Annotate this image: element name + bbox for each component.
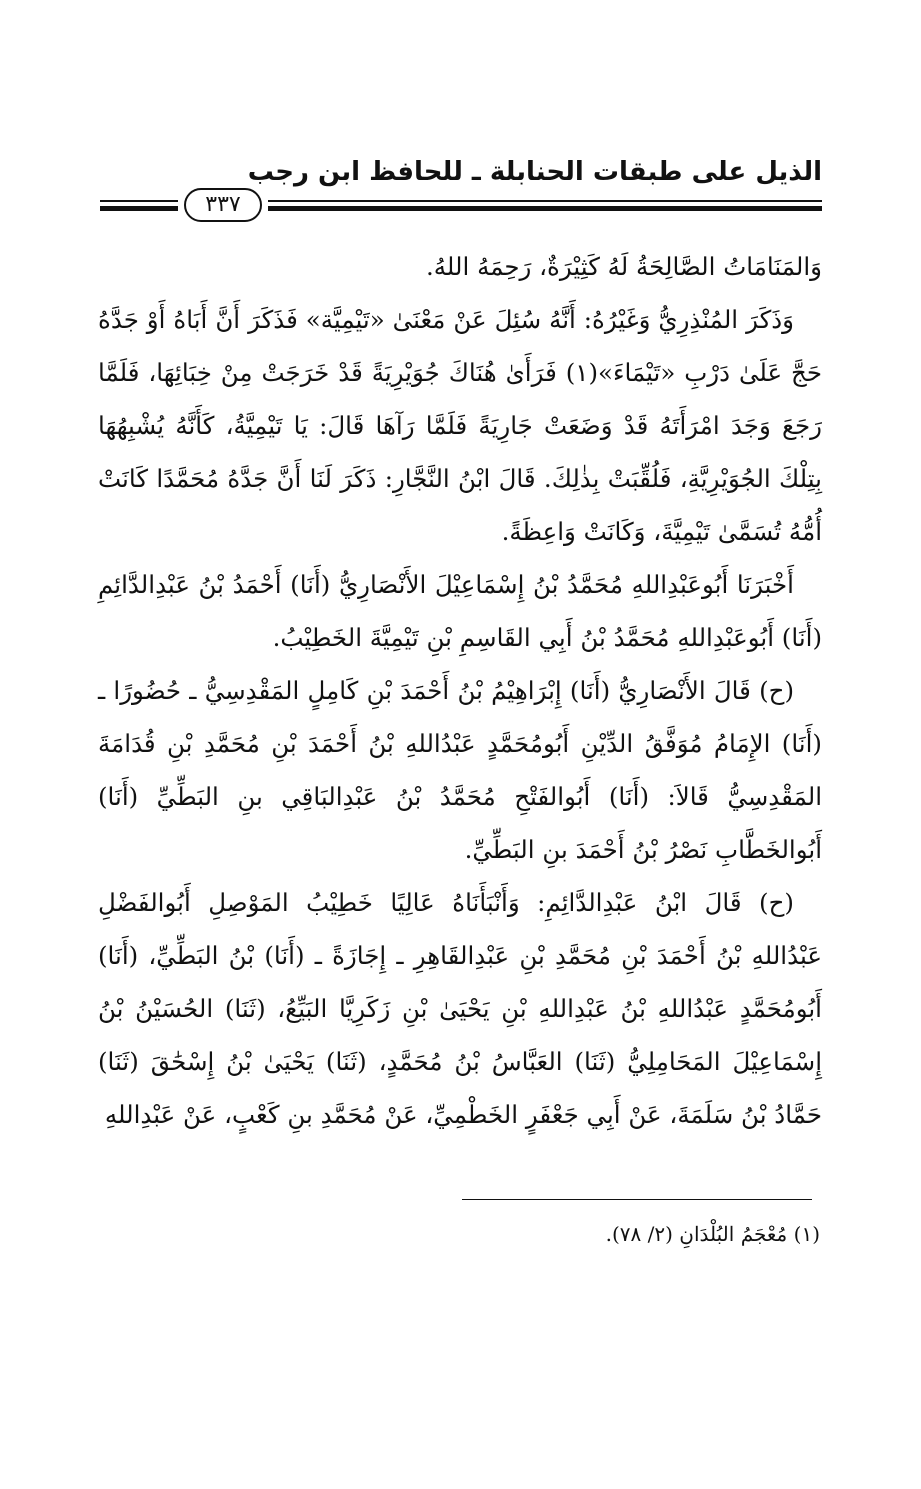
running-title: الذيل على طبقات الحنابلة ـ للحافظ ابن رجب <box>247 157 822 187</box>
header-rule-left <box>100 200 178 211</box>
paragraph-dreams: وَالمَنَامَاتُ الصَّالِحَةُ لَهُ كَثِيْرَةٌ، رَحِمَهُ اللهُ. <box>425 252 822 281</box>
paragraph-isnad-3: (ح) قَالَ ابْنُ عَبْدِالدَّائِمِ: وَأَنْبَأَنَاهُ عَالِيًا خَطِيْبُ المَوْصِلِ أَبُوالفَضْلِ عَبْدُاللهِ بْنُ أَحْمَدَ بْنِ مُحَمَّدِ بْنِ عَبْدِالقَاهِرِ ـ إِجَازَةً ـ (أَنَا) بْنُ البَطِّيِّ، (أَنَا) أَبُومُحَمَّدٍ عَبْدُاللهِ بْنُ عَبْدِاللهِ بْنِ يَحْيَىٰ بْنِ زَكَرِيَّا البَيِّعُ، (ثَنَا) الحُسَيْنُ بْنُ إِسْمَاعِيْلَ المَحَامِلِيُّ (ثَنَا) العَبَّاسُ بْنُ مُحَمَّدٍ، (ثَنَا) يَحْيَىٰ بْنُ إِسْحَٰقَ (ثَنَا) حَمَّادُ بْنُ سَلَمَةَ، عَنْ أَبِي جَعْفَرٍ الخَطْمِيِّ، عَنْ مُحَمَّدِ بنِ كَعْبٍ، عَنْ عَبْدِاللهِ <box>98 888 822 1129</box>
page-header <box>100 150 822 230</box>
main-text <box>98 240 822 1141</box>
paragraph-taymiyya-meaning: وَذَكَرَ المُنْذِرِيُّ وَغَيْرُهُ: أَنَّهُ سُئِلَ عَنْ مَعْنَىٰ «تَيْمِيَّة» فَذَكَرَ أَنَّ أَبَاهُ أَوْ جَدَّهُ حَجَّ عَلَىٰ دَرْبِ «تَيْمَاءَ»(١) فَرَأَىٰ هُنَاكَ جُوَيْرِيَةً قَدْ خَرَجَتْ مِنْ خِبَائِهَا، فَلَمَّا رَجَعَ وَجَدَ امْرَأَتَهُ قَدْ وَضَعَتْ جَارِيَةً فَلَمَّا رَآهَا قَالَ: يَا تَيْمِيَّةُ، كَأَنَّهُ يُشْبِهُهَا بِتِلْكَ الجُوَيْرِيَّةِ، فَلُقِّبَتْ بِذٰلِكَ. قَالَ ابْنُ النَّجَّارِ: ذَكَرَ لَنَا أَنَّ جَدَّهُ مُحَمَّدًا كَانَتْ أُمُّهُ تُسَمَّىٰ تَيْمِيَّةَ، وَكَانَتْ وَاعِظَةً. <box>98 305 822 546</box>
paragraph-isnad-2: (ح) قَالَ الأَنْصَارِيُّ (أَنَا) إِبْرَاهِيْمُ بْنُ أَحْمَدَ بْنِ كَامِلٍ المَقْدِسِيُّ ـ حُضُورًا ـ (أَنَا) الإِمَامُ مُوَفَّقُ الدِّيْنِ أَبُومُحَمَّدٍ عَبْدُاللهِ بْنُ أَحْمَدَ بْنِ مُحَمَّدِ بْنِ قُدَامَةَ المَقْدِسِيُّ قَالاَ: (أَنَا) أَبُوالفَتْحِ مُحَمَّدُ بْنُ عَبْدِالبَاقِي بنِ البَطِّيِّ (أَنَا) أَبُوالخَطَّابِ نَصْرُ بْنُ أَحْمَدَ بنِ البَطِّيِّ. <box>98 676 822 864</box>
header-rule-right <box>268 200 822 211</box>
page-number: ٣٣٧ <box>184 188 262 222</box>
footnote: (١) مُعْجَمُ البُلْدَانِ (٢/ ٧٨). <box>605 1222 820 1246</box>
footnote-divider <box>462 1199 812 1200</box>
paragraph-isnad-1: أَخْبَرَنَا أَبُوعَبْدِاللهِ مُحَمَّدُ بْنُ إِسْمَاعِيْلَ الأَنْصَارِيُّ (أَنَا) أَحْمَدُ بْنُ عَبْدِالدَّائِمِ (أَنَا) أَبُوعَبْدِاللهِ مُحَمَّدُ بْنُ أَبِي القَاسِمِ بْنِ تَيْمِيَّةَ الخَطِيْبُ. <box>98 570 822 652</box>
